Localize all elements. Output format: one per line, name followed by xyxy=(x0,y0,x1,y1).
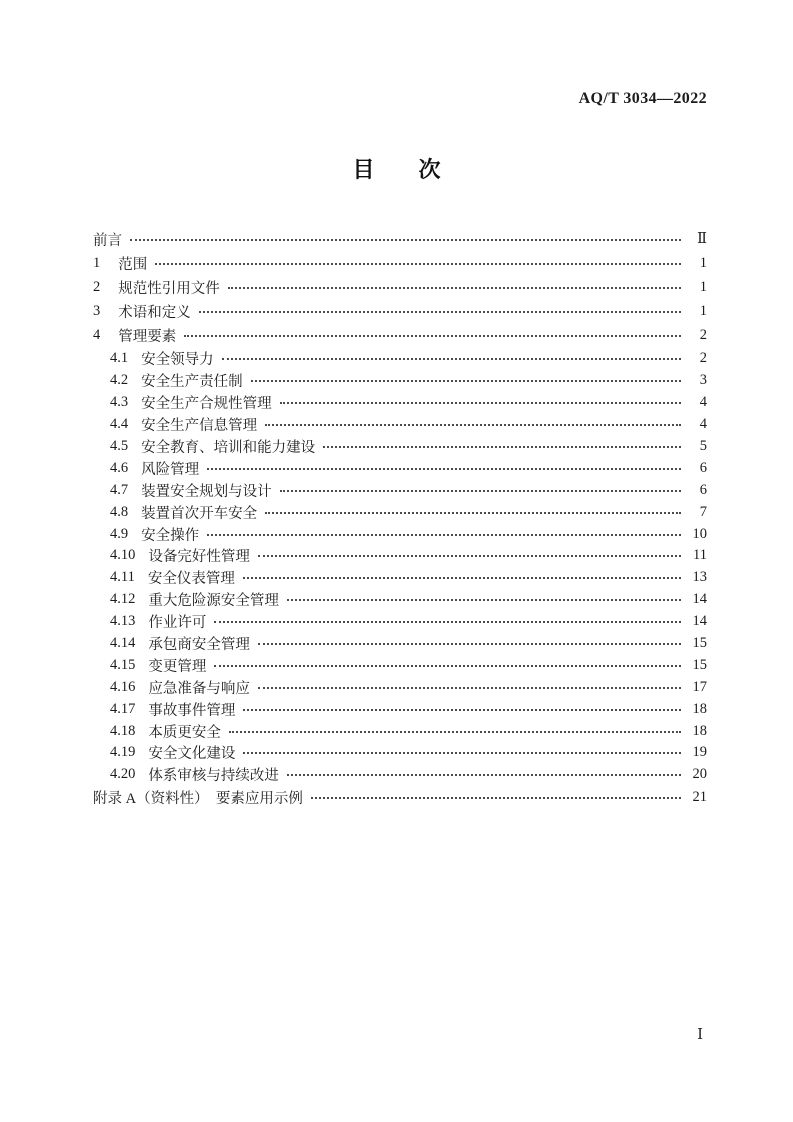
toc-entry-page: 5 xyxy=(699,437,707,454)
toc-entry-number: 4 xyxy=(93,327,101,344)
toc-entry xyxy=(93,633,707,655)
dot-leader xyxy=(265,512,681,514)
toc-entry-number: 4.1 xyxy=(110,350,129,367)
toc-entry xyxy=(93,370,707,392)
toc-entry-title: 安全生产责任制 xyxy=(141,374,243,391)
dot-leader xyxy=(311,797,681,799)
toc-entry-title: 重大危险源安全管理 xyxy=(148,593,279,610)
dot-leader xyxy=(199,311,681,313)
toc-entry-number: 3 xyxy=(93,303,101,320)
toc-entry-number: 4.12 xyxy=(110,591,136,608)
toc-entry-page: 10 xyxy=(692,525,707,542)
toc-entry xyxy=(93,300,707,324)
toc-entry-title: 装置首次开车安全 xyxy=(141,505,258,522)
toc-entry xyxy=(93,457,707,479)
toc-entry-page: 15 xyxy=(692,634,707,651)
dot-leader xyxy=(228,287,681,289)
toc-entry xyxy=(93,392,707,414)
dot-leader xyxy=(130,239,681,241)
dot-leader xyxy=(280,402,681,404)
toc-entry xyxy=(93,589,707,611)
dot-leader xyxy=(155,263,681,265)
toc-entry xyxy=(93,414,707,436)
toc-entry xyxy=(93,567,707,589)
toc-entry-number: 4.2 xyxy=(110,372,129,389)
toc-entry-number: 4.3 xyxy=(110,394,129,411)
toc-entry xyxy=(93,501,707,523)
toc-entry xyxy=(93,275,707,299)
toc-entry-title: 承包商安全管理 xyxy=(148,636,250,653)
toc-entry-page: 1 xyxy=(699,278,707,295)
toc-entry-page: 13 xyxy=(692,569,707,586)
toc-entry xyxy=(93,654,707,676)
toc-entry-title: 安全文化建设 xyxy=(148,746,236,763)
toc-entry-number: 4.15 xyxy=(110,656,136,673)
toc-entry-page: 4 xyxy=(699,416,707,433)
toc-entry-title: 体系审核与持续改进 xyxy=(148,768,279,785)
toc-entry-title: 作业许可 xyxy=(148,615,207,632)
toc-entry-title: 范围 xyxy=(118,256,148,273)
dot-leader xyxy=(243,577,681,579)
toc-entry-page: 18 xyxy=(692,700,707,717)
toc-entry xyxy=(93,698,707,720)
toc-entry-title: 装置安全规划与设计 xyxy=(141,483,272,500)
toc-entry-number: 4.4 xyxy=(110,416,129,433)
dot-leader xyxy=(287,599,681,601)
toc-entry-title: 事故事件管理 xyxy=(148,702,236,719)
toc-entry-page: 2 xyxy=(699,350,707,367)
toc-entry-page: 18 xyxy=(692,722,707,739)
toc-entry-page: 19 xyxy=(692,744,707,761)
toc-entry-number: 2 xyxy=(93,278,101,295)
toc-entry-title: 应急准备与响应 xyxy=(148,680,250,697)
toc-entry-number: 4.14 xyxy=(110,634,136,651)
toc-entry-page: 15 xyxy=(692,656,707,673)
toc-entry xyxy=(93,436,707,458)
toc-entry-title: 安全生产合规性管理 xyxy=(141,396,272,413)
toc-entry xyxy=(93,676,707,698)
toc-entry xyxy=(93,786,707,810)
footer-page-number: Ⅰ xyxy=(697,1027,703,1043)
toc-entry-number: 4.11 xyxy=(110,569,135,586)
toc-entry xyxy=(93,227,707,251)
toc-entry-page: 20 xyxy=(692,766,707,783)
dot-leader xyxy=(184,335,681,337)
page-title: 目 次 xyxy=(352,157,441,182)
toc-entry-page: 6 xyxy=(699,481,707,498)
toc-entry-title: 前言 xyxy=(93,232,122,249)
toc-entry-title: 附录 A（资料性） 要素应用示例 xyxy=(93,791,303,808)
toc-entry-title: 风险管理 xyxy=(141,461,200,478)
toc-entry-title: 本质更安全 xyxy=(148,724,221,741)
dot-leader xyxy=(229,731,681,733)
toc-entry-title: 安全领导力 xyxy=(141,352,214,369)
toc-entry xyxy=(93,742,707,764)
toc-entry xyxy=(93,611,707,633)
toc-entry-page: 4 xyxy=(699,394,707,411)
toc-entry-page: 21 xyxy=(692,789,707,806)
dot-leader xyxy=(323,446,681,448)
toc-entry-number: 4.10 xyxy=(110,547,136,564)
toc-entry-page: 1 xyxy=(699,254,707,271)
dot-leader xyxy=(214,621,681,623)
toc-entry-page: 7 xyxy=(699,503,707,520)
toc-entry-title: 设备完好性管理 xyxy=(148,549,250,566)
toc-entry-title: 规范性引用文件 xyxy=(118,280,220,297)
toc-entry xyxy=(93,348,707,370)
toc-entry-number: 1 xyxy=(93,254,101,271)
standard-code: AQ/T 3034—2022 xyxy=(578,90,707,107)
toc-entry-number: 4.9 xyxy=(110,525,129,542)
toc-entry-page: 1 xyxy=(699,303,707,320)
dot-leader xyxy=(287,774,681,776)
dot-leader xyxy=(258,643,681,645)
toc-entry-number: 4.18 xyxy=(110,722,136,739)
toc-entry-page: Ⅱ xyxy=(697,230,707,247)
toc-list xyxy=(93,227,707,810)
toc-entry-page: 14 xyxy=(692,591,707,608)
toc-entry xyxy=(93,251,707,275)
toc-entry-number: 4.16 xyxy=(110,678,136,695)
toc-entry xyxy=(93,764,707,786)
toc-entry-title: 术语和定义 xyxy=(118,305,191,322)
toc-entry-title: 安全教育、培训和能力建设 xyxy=(141,439,316,456)
dot-leader xyxy=(258,555,681,557)
toc-entry-number: 4.19 xyxy=(110,744,136,761)
dot-leader xyxy=(207,534,681,536)
toc-entry-page: 14 xyxy=(692,613,707,630)
toc-entry-number: 4.8 xyxy=(110,503,129,520)
dot-leader xyxy=(258,687,681,689)
toc-entry-number: 4.17 xyxy=(110,700,136,717)
toc-entry-page: 17 xyxy=(692,678,707,695)
toc-entry xyxy=(93,479,707,501)
toc-entry-number: 4.13 xyxy=(110,613,136,630)
dot-leader xyxy=(243,752,681,754)
toc-entry-number: 4.5 xyxy=(110,437,129,454)
toc-entry-page: 11 xyxy=(693,547,707,564)
toc-entry-number: 4.20 xyxy=(110,766,136,783)
dot-leader xyxy=(222,358,681,360)
toc-entry-page: 3 xyxy=(699,372,707,389)
toc-entry-page: 6 xyxy=(699,459,707,476)
toc-entry-title: 安全仪表管理 xyxy=(147,571,235,588)
toc-entry-title: 变更管理 xyxy=(148,658,207,675)
toc-entry-page: 2 xyxy=(699,327,707,344)
toc-entry-title: 安全生产信息管理 xyxy=(141,418,258,435)
toc-entry xyxy=(93,720,707,742)
toc-entry xyxy=(93,324,707,348)
toc-entry-number: 4.6 xyxy=(110,459,129,476)
dot-leader xyxy=(251,380,681,382)
dot-leader xyxy=(214,665,681,667)
dot-leader xyxy=(265,424,681,426)
toc-entry xyxy=(93,545,707,567)
toc-entry-title: 管理要素 xyxy=(118,329,177,346)
dot-leader xyxy=(280,490,681,492)
toc-entry-number: 4.7 xyxy=(110,481,129,498)
dot-leader xyxy=(243,709,681,711)
toc-entry-title: 安全操作 xyxy=(141,527,200,544)
dot-leader xyxy=(207,468,681,470)
toc-entry xyxy=(93,523,707,545)
